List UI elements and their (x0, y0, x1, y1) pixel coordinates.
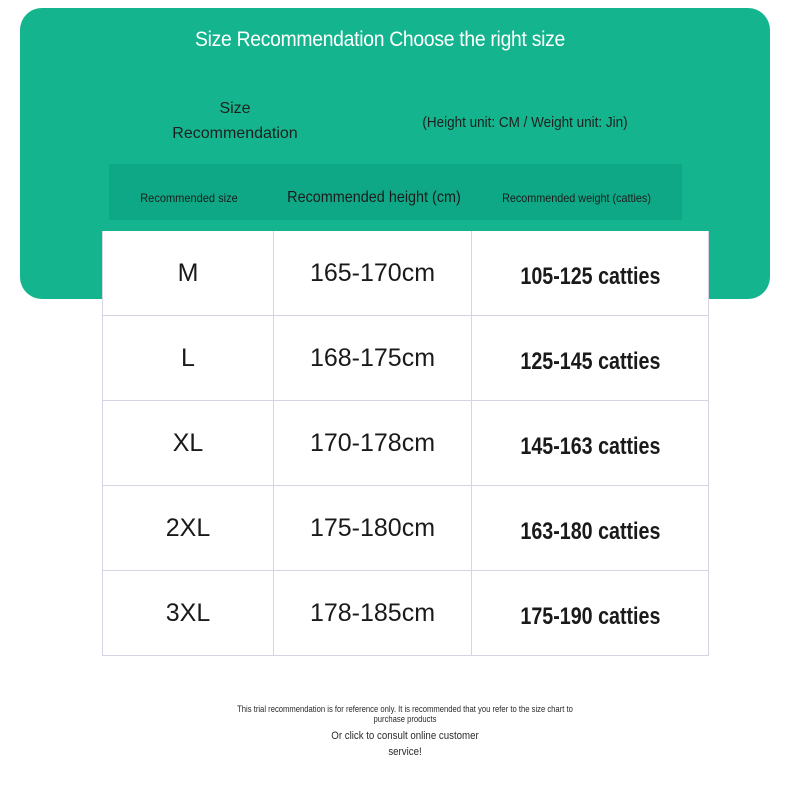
cell-weight (472, 231, 709, 316)
consult-link-continued[interactable]: service! (388, 746, 422, 758)
cell-height: 178-185cm (274, 571, 472, 656)
cell-size: 2XL (103, 486, 274, 571)
cell-weight (472, 571, 709, 656)
table-row (103, 316, 709, 401)
cell-size: XL (103, 401, 274, 486)
footer-disclaimer: This trial recommendation is for reference only. It is recommended that you refer to the size chart to purchase products (237, 704, 573, 724)
header-size: Recommended size (140, 191, 238, 205)
table-row (103, 231, 709, 316)
sub-heading-line1: Size (219, 100, 251, 117)
cell-height: 170-178cm (274, 401, 472, 486)
header-weight: Recommended weight (catties) (502, 191, 651, 205)
cell-size: 3XL (103, 571, 274, 656)
sub-heading (150, 96, 320, 146)
table-row (103, 486, 709, 571)
weight-value: 175-190 catties (519, 603, 661, 630)
cell-weight (472, 316, 709, 401)
size-table (102, 231, 709, 656)
cell-weight (472, 486, 709, 571)
cell-size: M (103, 231, 274, 316)
weight-value: 163-180 catties (519, 518, 661, 545)
footer-note (195, 704, 615, 758)
table-header (109, 164, 682, 220)
unit-note: (Height unit: CM / Weight unit: Jin) (422, 114, 628, 131)
weight-value: 145-163 catties (519, 433, 661, 460)
cell-weight (472, 401, 709, 486)
cell-height: 175-180cm (274, 486, 472, 571)
table-row (103, 401, 709, 486)
table-row (103, 571, 709, 656)
header-height: Recommended height (cm) (287, 189, 461, 206)
cell-size: L (103, 316, 274, 401)
weight-value: 105-125 catties (519, 263, 661, 290)
consult-link[interactable]: Or click to consult online customer (331, 730, 479, 742)
weight-value: 125-145 catties (519, 348, 661, 375)
cell-height: 168-175cm (274, 316, 472, 401)
sub-heading-line2: Recommendation (172, 125, 298, 142)
cell-height: 165-170cm (274, 231, 472, 316)
page-title: Size Recommendation Choose the right size (195, 28, 565, 51)
